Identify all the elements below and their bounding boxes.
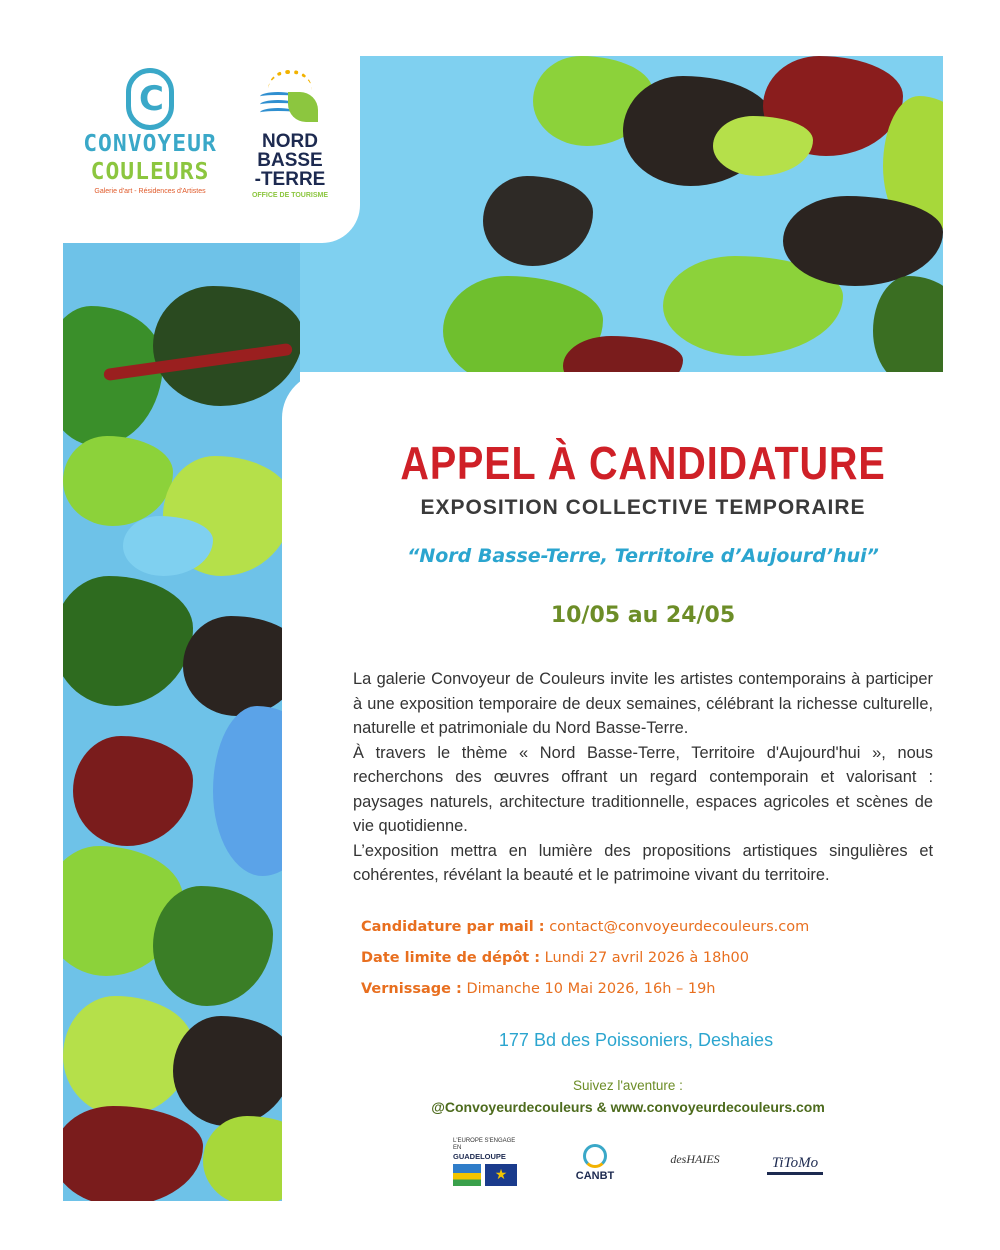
description-paragraph-1: La galerie Convoyeur de Couleurs invite les artistes contemporains à participer à une exposition temporaire de deux semaines, célébrant la richesse culturelle, naturelle et patrimoniale du Nord Basse-Terre. bbox=[353, 670, 933, 737]
nbt-logo-subtitle: OFFICE DE TOURISME bbox=[251, 192, 329, 199]
eu-flag-icon: ★ bbox=[485, 1164, 517, 1186]
address: 177 Bd des Poissoniers, Deshaies bbox=[498, 1030, 774, 1050]
description-paragraph-2: À travers le thème « Nord Basse-Terre, Territoire d'Aujourd'hui », nous recherchons des œuvres offrant un regard contemporain et valorisant : paysages naturels, architecture traditionnelle, espaces agricoles et scènes de vie quotidienne. bbox=[353, 743, 933, 835]
partner-canbt-logo bbox=[570, 1138, 620, 1188]
page-subtitle: EXPOSITION COLLECTIVE TEMPORAIRE bbox=[420, 496, 866, 519]
convoyeur-logo-line1: CONVOYEUR bbox=[83, 131, 217, 157]
page-title: APPEL À CANDIDATURE bbox=[400, 437, 886, 489]
deshaies-text: desHAIES bbox=[670, 1152, 720, 1166]
vernissage-label: Vernissage : bbox=[361, 981, 462, 997]
nord-basse-terre-logo bbox=[248, 70, 332, 199]
partner-europe-logo bbox=[453, 1138, 523, 1188]
info-vernissage bbox=[361, 981, 716, 997]
mail-link[interactable]: contact@convoyeurdecouleurs.com bbox=[549, 919, 810, 935]
follow-label: Suivez l'aventure : bbox=[573, 1078, 683, 1093]
convoyeur-logo-line2: COULEURS bbox=[90, 159, 210, 185]
info-mail bbox=[361, 919, 809, 935]
nbt-logo-line1: NORD bbox=[262, 131, 318, 152]
guadeloupe-region-flag-icon bbox=[453, 1164, 481, 1186]
description-paragraph-3: L’exposition mettra en lumière des propositions artistiques singulières et cohérentes, révélant la beauté et le patrimoine vivant du territoire. bbox=[353, 841, 933, 884]
nbt-logo-line3: -TERRE bbox=[254, 169, 326, 190]
europe-line2: GUADELOUPE bbox=[453, 1152, 506, 1161]
convoyeur-logo bbox=[80, 68, 220, 195]
exhibition-theme: “Nord Basse-Terre, Territoire d’Aujourd’hui” bbox=[407, 545, 879, 567]
canbt-sun-icon bbox=[583, 1144, 607, 1168]
mail-label: Candidature par mail : bbox=[361, 919, 545, 935]
partner-tipoho-logo bbox=[767, 1155, 823, 1205]
europe-line1: L'EUROPE S'ENGAGE EN bbox=[453, 1138, 516, 1151]
nbt-logo-line2: BASSE bbox=[257, 150, 323, 171]
convoyeur-logo-subtitle: Galerie d'art - Résidences d'Artistes bbox=[94, 188, 206, 195]
partner-deshaies-logo bbox=[665, 1152, 725, 1202]
social-links[interactable]: @Convoyeurdecouleurs & www.convoyeurdecouleurs.com bbox=[431, 1099, 825, 1115]
description bbox=[353, 667, 933, 888]
tipoho-text: TiToMo bbox=[767, 1155, 823, 1175]
deadline-value: Lundi 27 avril 2026 à 18h00 bbox=[544, 950, 749, 966]
nbt-leaf-icon bbox=[258, 70, 322, 132]
vernissage-value: Dimanche 10 Mai 2026, 16h – 19h bbox=[466, 981, 716, 997]
deadline-label: Date limite de dépôt : bbox=[361, 950, 541, 966]
convoyeur-c-icon: C bbox=[126, 68, 174, 130]
canbt-text: CANBT bbox=[575, 1170, 615, 1182]
exhibition-dates: 10/05 au 24/05 bbox=[550, 603, 736, 628]
info-deadline bbox=[361, 950, 749, 966]
